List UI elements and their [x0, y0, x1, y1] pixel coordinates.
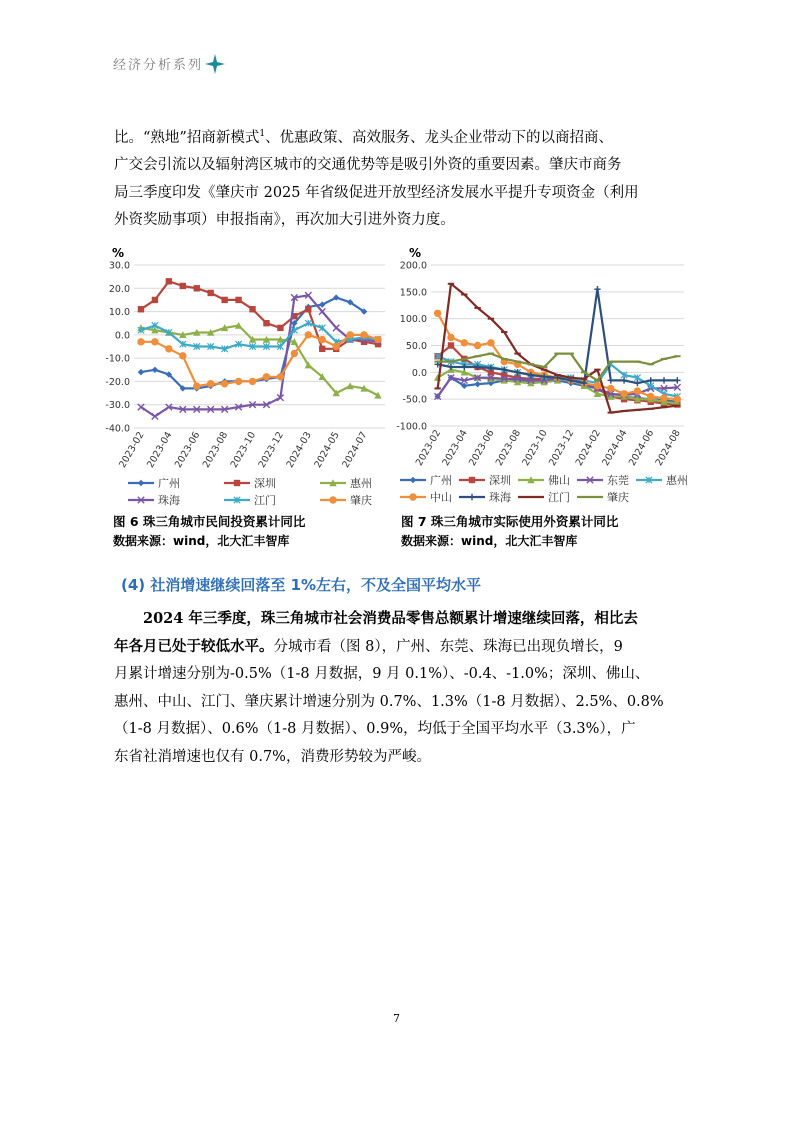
x-tick-label: 2023-04	[145, 430, 175, 470]
x-tick-label: 2023-12	[256, 430, 287, 470]
para1-line1b: 、优惠政策、高效服务、龙头企业带动下的以商招商、	[265, 129, 614, 146]
data-point	[620, 390, 627, 397]
chart-foreign-investment	[396, 244, 696, 512]
data-point	[207, 380, 214, 387]
data-point	[138, 306, 144, 312]
para2-line5: （1-8 月数据）、0.6%（1-8 月数据）、0.9%，均低于全国平均水平（3.3%），广	[114, 721, 636, 737]
legend-item-珠海	[459, 490, 511, 504]
legend-item-深圳	[459, 473, 511, 487]
legend-label: 中山	[430, 491, 452, 504]
x-tick-label: 2023-02	[413, 428, 444, 468]
para2-line2: 分城市看（图 8），广州、东莞、珠海已出现负增长，9	[273, 638, 623, 655]
series-line	[141, 326, 378, 396]
data-point	[674, 395, 681, 402]
x-tick-label: 2023-06	[467, 428, 497, 468]
report-series-header: 经济分析系列	[113, 58, 204, 73]
y-tick-label: -10.0	[105, 353, 130, 365]
data-point	[648, 377, 654, 383]
data-point	[621, 377, 627, 383]
legend-label: 惠州	[350, 477, 372, 490]
data-point	[447, 334, 454, 341]
figure7-caption: 图 7 珠三角城市实际使用外资累计同比	[401, 514, 619, 529]
y-axis-unit-label: %	[112, 246, 125, 260]
legend-item-广州	[128, 476, 180, 490]
y-tick-label: -50.0	[402, 394, 427, 406]
legend-swatch-marker	[409, 493, 416, 500]
y-tick-label: -20.0	[105, 376, 130, 388]
para1-line1a: 比。“熟地”招商新模式	[114, 129, 260, 146]
x-tick-label: 2023-02	[117, 430, 147, 470]
data-point	[594, 382, 601, 389]
data-point	[305, 331, 312, 338]
data-point	[346, 331, 353, 338]
data-point	[661, 377, 667, 383]
data-point	[305, 306, 311, 312]
x-tick-label: 2024-08	[653, 428, 683, 468]
data-point	[634, 380, 640, 386]
legend-item-佛山	[518, 473, 570, 487]
x-tick-label: 2023-10	[520, 428, 550, 468]
data-point	[474, 381, 480, 387]
data-point	[263, 320, 269, 326]
data-point	[193, 382, 200, 389]
y-tick-label: -100.0	[396, 421, 427, 433]
paragraph-retail-sales	[114, 605, 692, 771]
legend-label: 广州	[430, 474, 452, 487]
data-point	[319, 336, 326, 343]
legend-label: 珠海	[489, 491, 511, 504]
legend-label: 珠海	[158, 494, 180, 507]
series-line	[141, 295, 378, 416]
data-point	[263, 373, 270, 380]
data-point	[487, 339, 494, 346]
legend-swatch-marker	[329, 496, 336, 503]
legend-item-江门	[518, 490, 570, 504]
figure6-source: 数据来源：wind，北大汇丰智库	[113, 534, 290, 548]
legend-label: 深圳	[489, 474, 511, 487]
x-tick-label: 2024-07	[340, 430, 370, 470]
y-tick-label: 30.0	[108, 260, 130, 272]
y-tick-label: 50.0	[405, 341, 427, 352]
page-number: 7	[393, 1012, 400, 1025]
data-point	[194, 285, 200, 291]
y-tick-label: 200.0	[399, 260, 427, 272]
data-point	[448, 342, 454, 348]
y-tick-label: 20.0	[108, 283, 130, 295]
data-point	[138, 369, 144, 375]
figure7-source: 数据来源：wind，北大汇丰智库	[401, 534, 578, 548]
x-tick-label: 2024-04	[600, 428, 630, 468]
y-tick-label: 0.0	[411, 367, 427, 379]
data-point	[235, 297, 241, 303]
data-point	[277, 373, 284, 380]
y-tick-label: -40.0	[105, 423, 130, 435]
data-point	[152, 367, 158, 373]
legend-item-惠州	[320, 476, 372, 490]
data-point	[660, 394, 667, 401]
para1-line2: 广交会引流以及辐射湾区城市的交通优势等是吸引外资的重要因素。肇庆市商务	[114, 157, 622, 174]
y-tick-label: 0.0	[114, 330, 130, 342]
legend-item-东莞	[577, 473, 629, 487]
legend-item-惠州	[636, 473, 688, 487]
legend-item-肇庆	[320, 493, 372, 507]
data-point	[634, 387, 641, 394]
data-point	[434, 310, 441, 317]
legend-swatch-marker	[410, 477, 416, 483]
legend-label: 惠州	[666, 474, 688, 487]
legend-label: 深圳	[254, 477, 276, 490]
legend-label: 肇庆	[350, 494, 372, 507]
para1-line3: 局三季度印发《肇庆市 2025 年省级促进开放型经济发展水平提升专项资金（利用	[114, 184, 639, 201]
legend-label: 东莞	[607, 474, 629, 487]
data-point	[152, 413, 158, 419]
data-point	[166, 278, 172, 284]
legend-label: 江门	[254, 494, 276, 507]
data-point	[249, 378, 256, 385]
data-point	[165, 345, 172, 352]
x-tick-label: 2023-10	[228, 430, 259, 470]
footnote-marker[interactable]: 1	[259, 129, 266, 139]
para2-line6: 东省社消增速也仅有 0.7%，消费形势较为严峻。	[114, 748, 431, 765]
data-point	[333, 325, 339, 331]
data-point	[221, 297, 227, 303]
x-tick-label: 2024-03	[284, 430, 314, 470]
legend-label: 广州	[158, 477, 180, 490]
legend-item-深圳	[224, 476, 276, 490]
legend-swatch-marker	[469, 494, 475, 500]
data-point	[319, 346, 325, 352]
data-point	[608, 377, 614, 383]
data-point	[151, 338, 158, 345]
legend-item-珠海	[128, 493, 180, 507]
data-point	[152, 297, 158, 303]
data-point	[674, 377, 680, 383]
x-tick-label: 2024-06	[626, 428, 657, 468]
data-point	[137, 338, 144, 345]
x-tick-label: 2023-08	[493, 428, 524, 468]
legend-label: 佛山	[548, 474, 570, 487]
y-axis-unit-label: %	[409, 246, 422, 260]
data-point	[179, 352, 186, 359]
series-惠州	[137, 322, 381, 399]
data-point	[374, 336, 381, 343]
legend-item-江门	[224, 493, 276, 507]
x-tick-label: 2024-05	[312, 430, 342, 470]
data-point	[249, 306, 255, 312]
para1-line4: 外资奖励事项）申报指南》，再次加大引进外资力度。	[114, 212, 455, 229]
para2-line1: 2024 年三季度，珠三角城市社会消费品零售总额累计增速继续回落，相比去	[143, 610, 638, 627]
legend-item-肇庆	[577, 490, 629, 504]
para2-line2-bold: 年各月已处于较低水平。	[114, 637, 274, 655]
y-tick-label: 100.0	[399, 314, 427, 326]
data-point	[607, 385, 614, 392]
data-point	[235, 378, 242, 385]
chart-private-investment	[105, 244, 393, 512]
data-point	[461, 339, 468, 346]
series-中山	[434, 310, 681, 403]
legend-swatch-marker	[234, 480, 240, 486]
para2-line4: 惠州、中山、江门、肇庆累计增速分别为 0.7%、1.3%（1-8 月数据）、2.5%、0.8%	[114, 693, 664, 710]
data-point	[360, 331, 367, 338]
x-tick-label: 2023-08	[200, 430, 231, 470]
y-tick-label: 150.0	[399, 287, 427, 299]
x-tick-label: 2023-12	[547, 428, 577, 468]
data-point	[180, 283, 186, 289]
y-tick-label: 10.0	[108, 307, 130, 319]
figure6-caption: 图 6 珠三角城市民间投资累计同比	[113, 514, 306, 529]
data-point	[332, 343, 339, 350]
four-point-star-icon	[205, 54, 225, 74]
x-tick-label: 2023-04	[440, 428, 470, 468]
para2-line3: 月累计增速分别为-0.5%（1-8 月数据，9 月 0.1%）、-0.4、-1.0%；深圳、佛山、	[114, 666, 650, 682]
data-point	[277, 325, 283, 331]
legend-label: 江门	[548, 491, 570, 504]
legend-swatch-marker	[469, 477, 475, 483]
legend-item-广州	[400, 473, 452, 487]
data-point	[291, 350, 298, 357]
legend-swatch-marker	[138, 480, 144, 486]
x-tick-label: 2024-02	[573, 428, 604, 468]
legend-item-中山	[400, 490, 452, 504]
data-point	[474, 342, 481, 349]
data-point	[207, 290, 213, 296]
section-heading: (4) 社消增速继续回落至 1%左右，不及全国平均水平	[121, 576, 482, 594]
series-line	[141, 335, 378, 386]
y-tick-label: -30.0	[105, 400, 130, 412]
data-point	[647, 393, 654, 400]
data-point	[221, 380, 228, 387]
x-tick-label: 2023-06	[172, 430, 203, 470]
paragraph-foreign-investment	[114, 121, 692, 235]
legend-label: 肇庆	[607, 491, 629, 504]
